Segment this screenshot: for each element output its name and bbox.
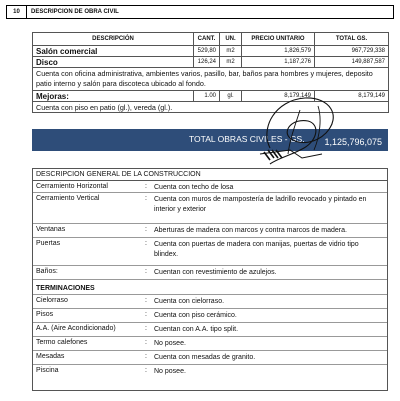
- mejoras-un: gl.: [220, 91, 242, 102]
- mejoras-precio: 8,179,149: [242, 91, 315, 102]
- row-total: 967,729,338: [315, 46, 389, 57]
- terminacion-row: [33, 351, 387, 365]
- terminacion-row: [33, 309, 387, 323]
- mejoras-description-row: [33, 102, 389, 113]
- terminacion-label: A.A. (Aire Acondicionado): [36, 325, 116, 332]
- general-row-value: Cuentan con revestimiento de azulejos.: [154, 269, 277, 276]
- mejoras-cant: 1.00: [194, 91, 220, 102]
- row-name: Disco: [33, 57, 194, 68]
- terminacion-label: Cielorraso: [36, 297, 68, 304]
- general-row-colon: :: [145, 183, 147, 190]
- general-row: [33, 238, 387, 266]
- total-band: [32, 129, 388, 151]
- terminacion-value: Cuenta con piso cerámico.: [154, 312, 237, 319]
- general-row-colon: :: [145, 226, 147, 233]
- header-un: UN.: [220, 33, 242, 46]
- row-name: Salón comercial: [33, 46, 194, 57]
- terminacion-colon: :: [145, 353, 147, 360]
- items-table: [32, 32, 389, 113]
- terminacion-label: Termo calefones: [36, 339, 88, 346]
- mejoras-description: Cuenta con piso en patio (gl.), vereda (gl.).: [33, 102, 389, 113]
- terminacion-colon: :: [145, 311, 147, 318]
- row-un: m2: [220, 46, 242, 57]
- terminacion-value: Cuenta con mesadas de granito.: [154, 354, 256, 361]
- mejoras-total: 8,179,149: [315, 91, 389, 102]
- terminacion-value: Cuenta con cielorraso.: [154, 298, 225, 305]
- table-row-mejoras: [33, 91, 389, 102]
- items-description: Cuenta con oficina administrativa, ambientes varios, pasillo, bar, baños para hombres y mujeres, deposito patio interno y salón para discoteca ubicado al fondo.: [33, 68, 389, 91]
- section-number: 10: [7, 6, 27, 18]
- general-title: DESCRIPCION GENERAL DE LA CONSTRUCCION: [33, 169, 387, 181]
- terminacion-label: Pisos: [36, 311, 54, 318]
- terminacion-row: [33, 295, 387, 309]
- header-total: TOTAL GS.: [315, 33, 389, 46]
- terminacion-row: [33, 337, 387, 351]
- general-row-value: Aberturas de madera con marcos y contra marcos de madera.: [154, 227, 347, 234]
- general-description-box: [32, 168, 388, 391]
- general-row-colon: :: [145, 195, 147, 202]
- general-row-value: Cuenta con muros de mampostería de ladrillo revocado y pintado en interior y exterior: [154, 196, 367, 213]
- section-title: DESCRIPCION DE OBRA CIVIL: [31, 9, 119, 15]
- general-row-value: Cuenta con techo de losa: [154, 184, 234, 191]
- description-row: [33, 68, 389, 91]
- table-row: [33, 46, 389, 57]
- general-row-value: Cuenta con puertas de madera con manijas, puertas de vidrio tipo blindex.: [154, 241, 359, 258]
- terminacion-value: Cuentan con A.A. tipo split.: [154, 326, 239, 333]
- general-row: [33, 266, 387, 280]
- terminacion-colon: :: [145, 325, 147, 332]
- mejoras-name: Mejoras:: [33, 91, 194, 102]
- general-row-label: Baños:: [36, 268, 58, 275]
- general-row: [33, 181, 387, 193]
- table-row: [33, 57, 389, 68]
- row-cant: 529,80: [194, 46, 220, 57]
- header-precio: PRECIO UNITARIO: [242, 33, 315, 46]
- general-row-label: Cerramiento Vertical: [36, 195, 100, 202]
- general-row-label: Puertas: [36, 240, 61, 247]
- terminacion-colon: :: [145, 297, 147, 304]
- general-row-label: Cerramiento Horizontal: [36, 183, 108, 190]
- terminacion-value: No posee.: [154, 368, 186, 375]
- terminacion-colon: :: [145, 339, 147, 346]
- row-cant: 126,24: [194, 57, 220, 68]
- terminacion-value: No posee.: [154, 340, 186, 347]
- general-row-label: Ventanas: [36, 226, 66, 233]
- general-row-colon: :: [145, 240, 147, 247]
- header-cant: CANT.: [194, 33, 220, 46]
- terminacion-colon: :: [145, 367, 147, 374]
- general-row: [33, 224, 387, 238]
- row-precio: 1,826,579: [242, 46, 315, 57]
- terminaciones-title: TERMINACIONES: [33, 283, 387, 295]
- header-descripcion: DESCRIPCIÓN: [33, 33, 194, 46]
- section-header: [6, 5, 394, 19]
- row-total: 149,887,587: [315, 57, 389, 68]
- row-un: m2: [220, 57, 242, 68]
- terminacion-label: Piscina: [36, 367, 59, 374]
- general-row-colon: :: [145, 268, 147, 275]
- total-value: 1,125,796,075: [324, 137, 382, 147]
- general-row: [33, 193, 387, 224]
- terminacion-label: Mesadas: [36, 353, 65, 360]
- terminacion-row: [33, 365, 387, 379]
- total-label: TOTAL OBRAS CIVILES - GS.: [189, 134, 305, 144]
- items-table-header: [33, 33, 389, 46]
- terminacion-row: [33, 323, 387, 337]
- row-precio: 1,187,276: [242, 57, 315, 68]
